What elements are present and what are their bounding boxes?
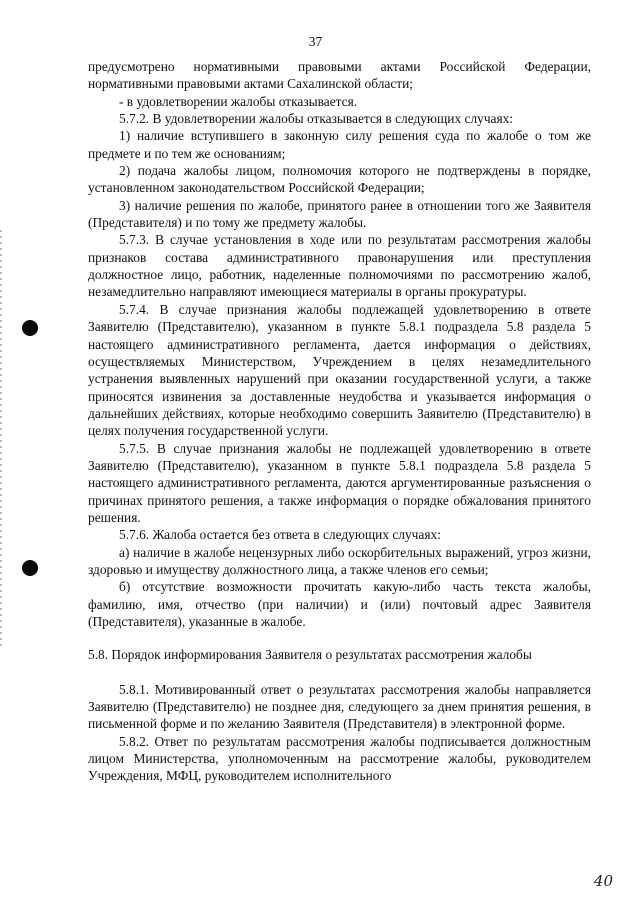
page-number: 37 — [308, 34, 323, 49]
paragraph: 5.7.3. В случае установления в ходе или по результатам рассмотрения жалобы признаков состава административного правонарушения или преступления должностное лицо, работник, наделенные полномочиями по рассмотрению жалоб, незамедлительно направляют имеющиеся материалы в органы прокуратуры. — [88, 232, 591, 300]
paragraph: 5.8.1. Мотивированный ответ о результатах рассмотрения жалобы направляется Заявителю (Представителю) не позднее дня, следующего за днем принятия решения, в письменной форме и по желанию Заявителя (Представителя) в электронной форме. — [88, 681, 591, 732]
section-heading: 5.8. Порядок информирования Заявителя о результатах рассмотрения жалобы — [88, 647, 532, 663]
scan-edge-artifact — [0, 230, 2, 650]
paragraph: предусмотрено нормативными правовыми актами Российской Федерации, нормативными правовыми актами Сахалинской области; — [88, 59, 591, 92]
paragraph: 3) наличие решения по жалобе, принятого ранее в отношении того же Заявителя (Представителя) и по тому же предмету жалобы. — [88, 197, 591, 231]
binder-hole-top — [22, 320, 38, 336]
paragraph: 5.7.2. В удовлетворении жалобы отказывается в следующих случаях: — [119, 111, 514, 127]
paragraph: 5.8.2. Ответ по результатам рассмотрения жалобы подписывается должностным лицом Министерства, уполномоченным на рассмотрение жалобы, руководителем Учреждения, МФЦ, руководителем исполнительного — [88, 733, 591, 784]
paragraph: б) отсутствие возможности прочитать какую-либо часть текста жалобы, фамилию, имя, отчество (при наличии) и (или) почтовый адрес Заявителя (Представителя), указанные в жалобе. — [88, 579, 591, 629]
paragraph: а) наличие в жалобе нецензурных либо оскорбительных выражений, угроз жизни, здоровью и имуществу должностного лица, а также членов его семьи; — [88, 544, 591, 577]
paragraph: 5.7.5. В случае признания жалобы не подлежащей удовлетворению в ответе Заявителю (Представителю), указанном в пункте 5.8.1 подраздела 5.8 раздела 5 настоящего административного регламента, даются аргументированные разъяснения о причинах принятого решения, а также информация о порядке обжалования принятого решения. — [88, 440, 591, 525]
document-body — [88, 58, 591, 785]
binder-hole-bottom — [22, 560, 38, 576]
paragraph: 2) подача жалобы лицом, полномочия которого не подтверждены в порядке, установленном законодательством Российской Федерации; — [88, 163, 591, 196]
paragraph: 1) наличие вступившего в законную силу решения суда по жалобе о том же предмете и по тем же основаниям; — [88, 128, 591, 161]
paragraph: - в удовлетворении жалобы отказывается. — [119, 93, 358, 109]
handwritten-page-mark: 40 — [593, 872, 613, 890]
paragraph: 5.7.6. Жалоба остается без ответа в следующих случаях: — [119, 527, 441, 543]
paragraph: 5.7.4. В случае признания жалобы подлежащей удовлетворению в ответе Заявителю (Представителю), указанном в пункте 5.8.1 подраздела 5.8 раздела 5 настоящего административного регламента, дается информация о действиях, осуществляемых Министерством, Учреждением в целях незамедлительного устранения выявленных нарушений при оказании государственной услуги, а также приносятся извинения за доставленные неудобства и указывается информация о дальнейших действиях, которые необходимо совершить Заявителю (Представителю) в целях получения государственной услуги. — [88, 301, 591, 439]
